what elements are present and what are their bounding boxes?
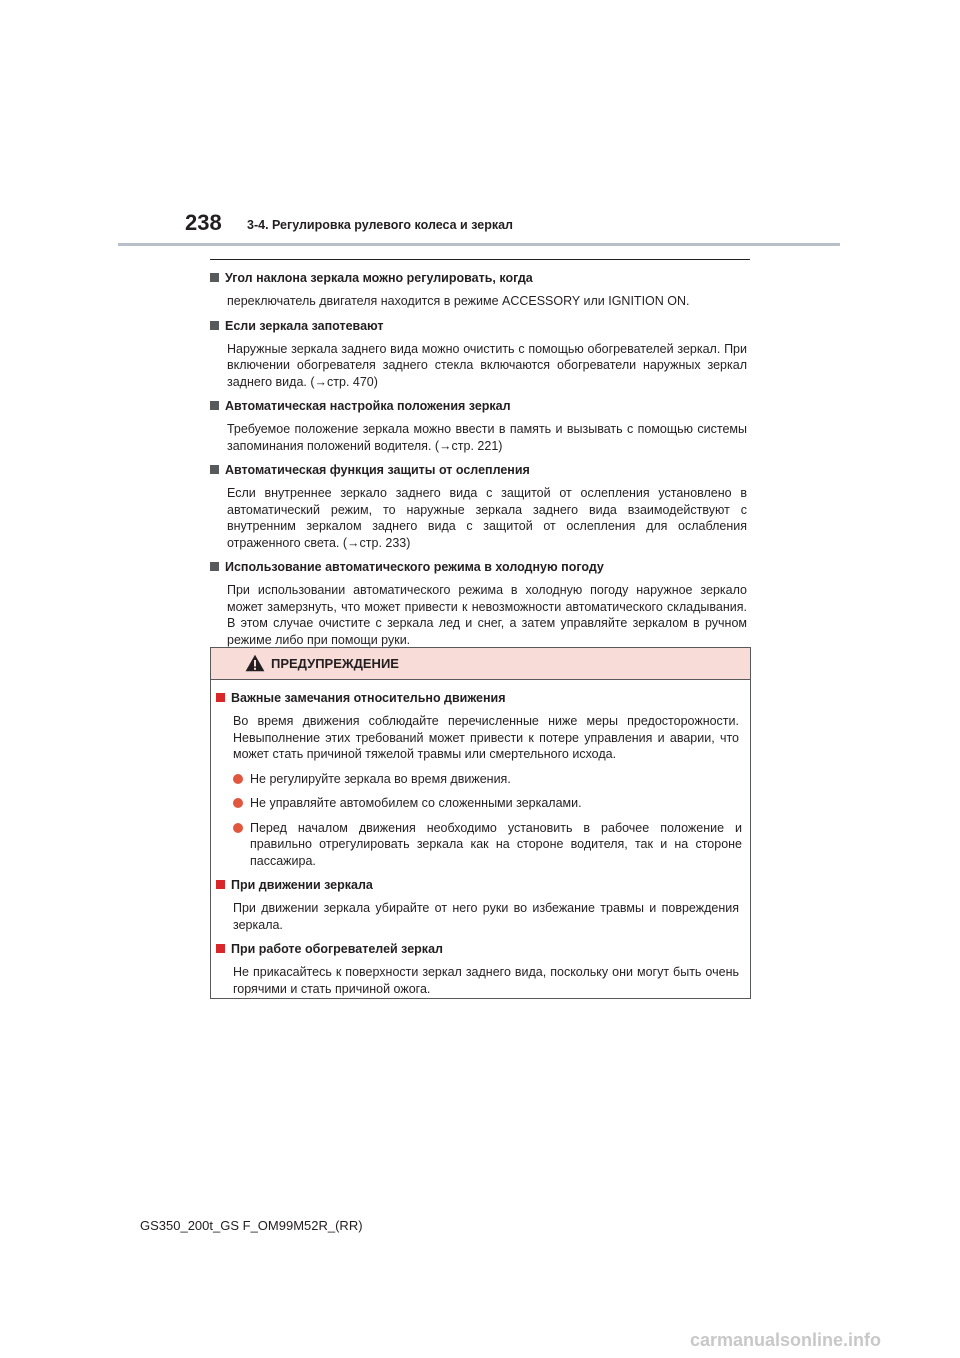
warning-section-heading — [216, 690, 742, 707]
item-heading — [210, 398, 750, 415]
item-heading-text: Использование автоматического режима в холодную погоду — [225, 560, 604, 574]
circle-bullet-icon — [233, 774, 243, 784]
warning-section-body: Не прикасайтесь к поверхности зеркал заднего вида, поскольку они могут быть очень горячими и стать причиной ожога. — [233, 965, 739, 996]
info-item — [210, 462, 750, 551]
warning-section-heading-text: Важные замечания относительно движения — [231, 691, 506, 705]
warning-bullet-text: Перед началом движения необходимо установить в рабочее положение и правильно отрегулировать зеркала как на стороне водителя, так и на стороне пассажира. — [250, 820, 742, 868]
square-bullet-icon — [210, 321, 219, 330]
warning-section-heading-text: При движении зеркала — [231, 878, 373, 892]
warning-section — [216, 941, 742, 997]
warning-bullet-text: Не регулируйте зеркала во время движения. — [250, 771, 511, 786]
section-title: 3-4. Регулировка рулевого колеса и зеркал — [247, 218, 513, 232]
warning-content — [211, 680, 750, 997]
warning-bullet — [216, 795, 742, 812]
content-top-rule — [210, 259, 750, 260]
square-bullet-icon — [210, 273, 219, 282]
warning-bullet — [216, 771, 742, 788]
warning-section-body: При движении зеркала убирайте от него руки во избежание травмы и повреждения зеркала. — [233, 901, 739, 932]
square-bullet-icon — [216, 880, 225, 889]
item-body: Требуемое положение зеркала можно ввести в память и вызывать с помощью системы запоминания положений водителя. (→стр. 221) — [227, 422, 747, 453]
item-heading-text: Угол наклона зеркала можно регулировать, когда — [225, 271, 533, 285]
page-number: 238 — [185, 210, 222, 235]
item-heading-text: Автоматическая настройка положения зеркал — [225, 399, 511, 413]
page-header — [185, 210, 785, 240]
document-id: GS350_200t_GS F_OM99M52R_(RR) — [140, 1218, 363, 1233]
circle-bullet-icon — [233, 823, 243, 833]
item-body: переключатель двигателя находится в режиме ACCESSORY или IGNITION ON. — [227, 294, 690, 308]
warning-section — [216, 877, 742, 933]
warning-bullet — [216, 820, 742, 870]
item-body: При использовании автоматического режима в холодную погоду наружное зеркало может замерзнуть, что может привести к невозможности автоматического складывания. В этом случае очистите с зеркала лед и снег, а затем управляйте зеркалом в ручном режиме либо при помощи руки. — [227, 583, 747, 647]
item-heading-text: Автоматическая функция защиты от ослепления — [225, 463, 530, 477]
item-body: Наружные зеркала заднего вида можно очистить с помощью обогревателей зеркал. При включении обогревателя заднего стекла включаются обогреватели наружных зеркал заднего вида. (→стр. 470) — [227, 341, 747, 389]
warning-section — [216, 690, 742, 869]
main-content — [210, 259, 750, 656]
header-divider — [118, 243, 840, 246]
warning-section-body: Во время движения соблюдайте перечисленные ниже меры предосторожности. Невыполнение этих требований может привести к потере управления и аварии, что может стать причиной тяжелой травмы или смертельного исхода. — [233, 714, 739, 761]
item-heading-text: Если зеркала запотевают — [225, 318, 384, 333]
square-bullet-icon — [216, 693, 225, 702]
square-bullet-icon — [210, 465, 219, 474]
item-heading — [210, 270, 750, 287]
circle-bullet-icon — [233, 798, 243, 808]
square-bullet-icon — [210, 401, 219, 410]
warning-section-heading — [216, 941, 742, 958]
item-heading — [210, 318, 750, 335]
item-heading — [210, 462, 750, 479]
info-item — [210, 559, 750, 648]
warning-section-heading-text: При работе обогревателей зеркал — [231, 942, 443, 956]
info-item — [210, 318, 750, 391]
warning-bullet-text: Не управляйте автомобилем со сложенными зеркалами. — [250, 796, 582, 810]
item-heading — [210, 559, 750, 576]
warning-header — [211, 648, 750, 680]
warning-triangle-icon — [245, 654, 265, 672]
warning-title: ПРЕДУПРЕЖДЕНИЕ — [271, 656, 399, 671]
warning-section-heading — [216, 877, 742, 894]
item-body: Если внутреннее зеркало заднего вида с защитой от ослепления установлено в автоматический режим, то наружные зеркала заднего вида взаимодействуют с внутренним зеркалом заднего вида с защитой от ослепления для ослабления отраженного света. (→стр. 233) — [227, 486, 747, 550]
info-item — [210, 398, 750, 454]
square-bullet-icon — [216, 944, 225, 953]
watermark: carmanualsonline.info — [690, 1330, 882, 1350]
info-item — [210, 270, 750, 310]
warning-box — [210, 647, 751, 999]
square-bullet-icon — [210, 562, 219, 571]
